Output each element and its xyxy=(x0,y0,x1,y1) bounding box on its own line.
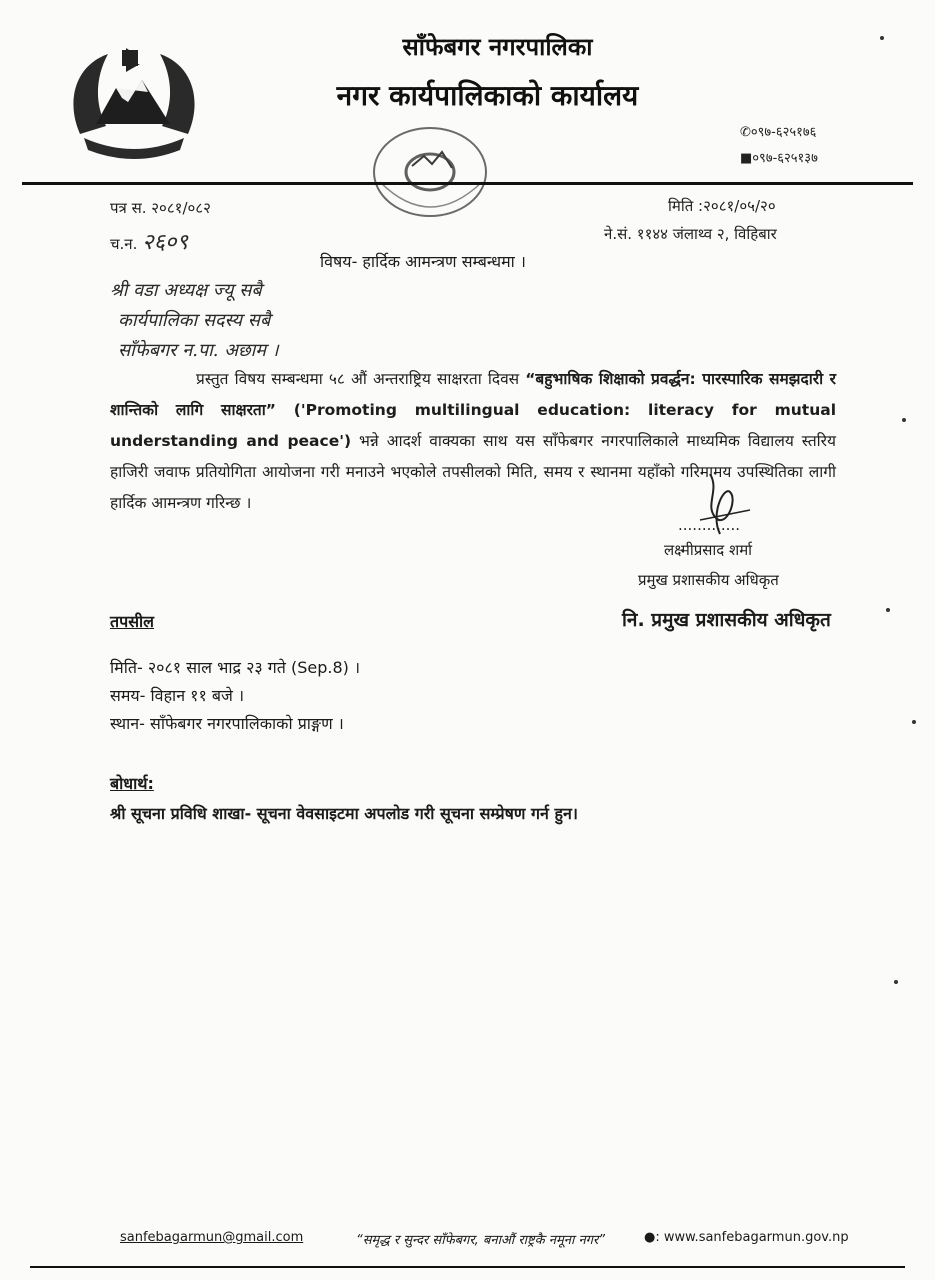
details-heading: तपसील xyxy=(110,612,155,631)
acting-officer-stamp: नि. प्रमुख प्रशासकीय अधिकृत xyxy=(622,609,831,631)
letter-number: पत्र स. २०८१/०८२ xyxy=(110,199,211,217)
scan-speck xyxy=(894,980,898,984)
dispatch-number-handwritten: २६०९ xyxy=(142,230,188,255)
fax-icon: ■ xyxy=(740,151,753,166)
phone-number-1: ✆०९७-६२५१७६ xyxy=(740,125,817,140)
footer-email[interactable]: sanfebagarmun@gmail.com xyxy=(120,1230,304,1245)
scan-speck xyxy=(902,418,906,422)
body-theme-english: ('Promoting multilingual education: literacy for mutual understanding and peace') xyxy=(110,401,837,450)
letter-date: मिति :२०८१/०५/२० xyxy=(668,197,776,215)
municipality-name: साँफेबगर नगरपालिका xyxy=(402,33,593,61)
footer-divider xyxy=(30,1266,905,1268)
event-venue: स्थान- साँफेबगर नगरपालिकाको प्राङ्गण । xyxy=(110,714,344,733)
scan-speck xyxy=(886,608,890,612)
scan-speck xyxy=(912,720,916,724)
cc-heading: बोधार्थ: xyxy=(110,774,154,793)
event-date: मिति- २०८१ साल भाद्र २३ गते (Sep.8) । xyxy=(110,658,361,677)
dispatch-number: च.न. २६०९ xyxy=(110,230,188,255)
letter-subject: विषय- हार्दिक आमन्त्रण सम्बन्धमा । xyxy=(320,252,526,271)
office-seal-stamp xyxy=(360,122,500,234)
body-intro: प्रस्तुत विषय सम्बन्धमा ५८ औं अन्तराष्ट्रिय साक्षरता दिवस xyxy=(196,370,526,388)
signatory-title: प्रमुख प्रशासकीय अधिकृत xyxy=(638,571,779,589)
footer-website[interactable]: ●: www.sanfebagarmun.gov.np xyxy=(644,1230,849,1245)
header-divider xyxy=(22,182,913,185)
addressee-line-2: कार्यपालिका सदस्य सबै xyxy=(118,310,271,331)
footer-slogan: “समृद्ध र सुन्दर साँफेबगर, बनाऔं राष्ट्रकै नमूना नगर” xyxy=(356,1233,606,1248)
signature-line: ............. xyxy=(678,516,740,534)
body-rest: भन्ने आदर्श वाक्यका साथ यस साँफेबगर नगरपालिकाले माध्यमिक विद्यालय स्तरिय हाजिरी जवाफ प्रतियोगिता आयोजना गरी मनाउने भएकोले तपसीलको मिति, समय र स्थानमा यहाँको गरिमामय उपस्थितिका लागी हार्दिक आमन्त्रण गरिन्छ । xyxy=(110,432,836,512)
signatory-name: लक्ष्मीप्रसाद शर्मा xyxy=(664,541,753,559)
phone-icon: ✆ xyxy=(740,125,751,140)
scan-speck xyxy=(880,36,884,40)
office-name: नगर कार्यपालिकाको कार्यालय xyxy=(336,79,639,112)
nepal-sambat-date: ने.सं. ११४४ जंलाथ्व २, विहिबार xyxy=(604,225,777,243)
globe-icon: ● xyxy=(644,1230,656,1245)
event-time: समय- विहान ११ बजे । xyxy=(110,686,245,705)
cc-text: श्री सूचना प्रविधि शाखा- सूचना वेवसाइटमा अपलोड गरी सूचना सम्प्रेषण गर्न हुन। xyxy=(110,804,578,823)
body-theme-nepali: “बहुभाषिक शिक्षाको प्रवर्द्धन: पारस्पारिक समझदारी र शान्तिको लागि साक्षरता” xyxy=(110,370,836,419)
addressee-line-3: साँफेबगर न.पा. अछाम । xyxy=(118,340,279,361)
phone-number-2: ■०९७-६२५१३७ xyxy=(740,151,818,166)
addressee-line-1: श्री वडा अध्यक्ष ज्यू सबै xyxy=(110,280,262,301)
